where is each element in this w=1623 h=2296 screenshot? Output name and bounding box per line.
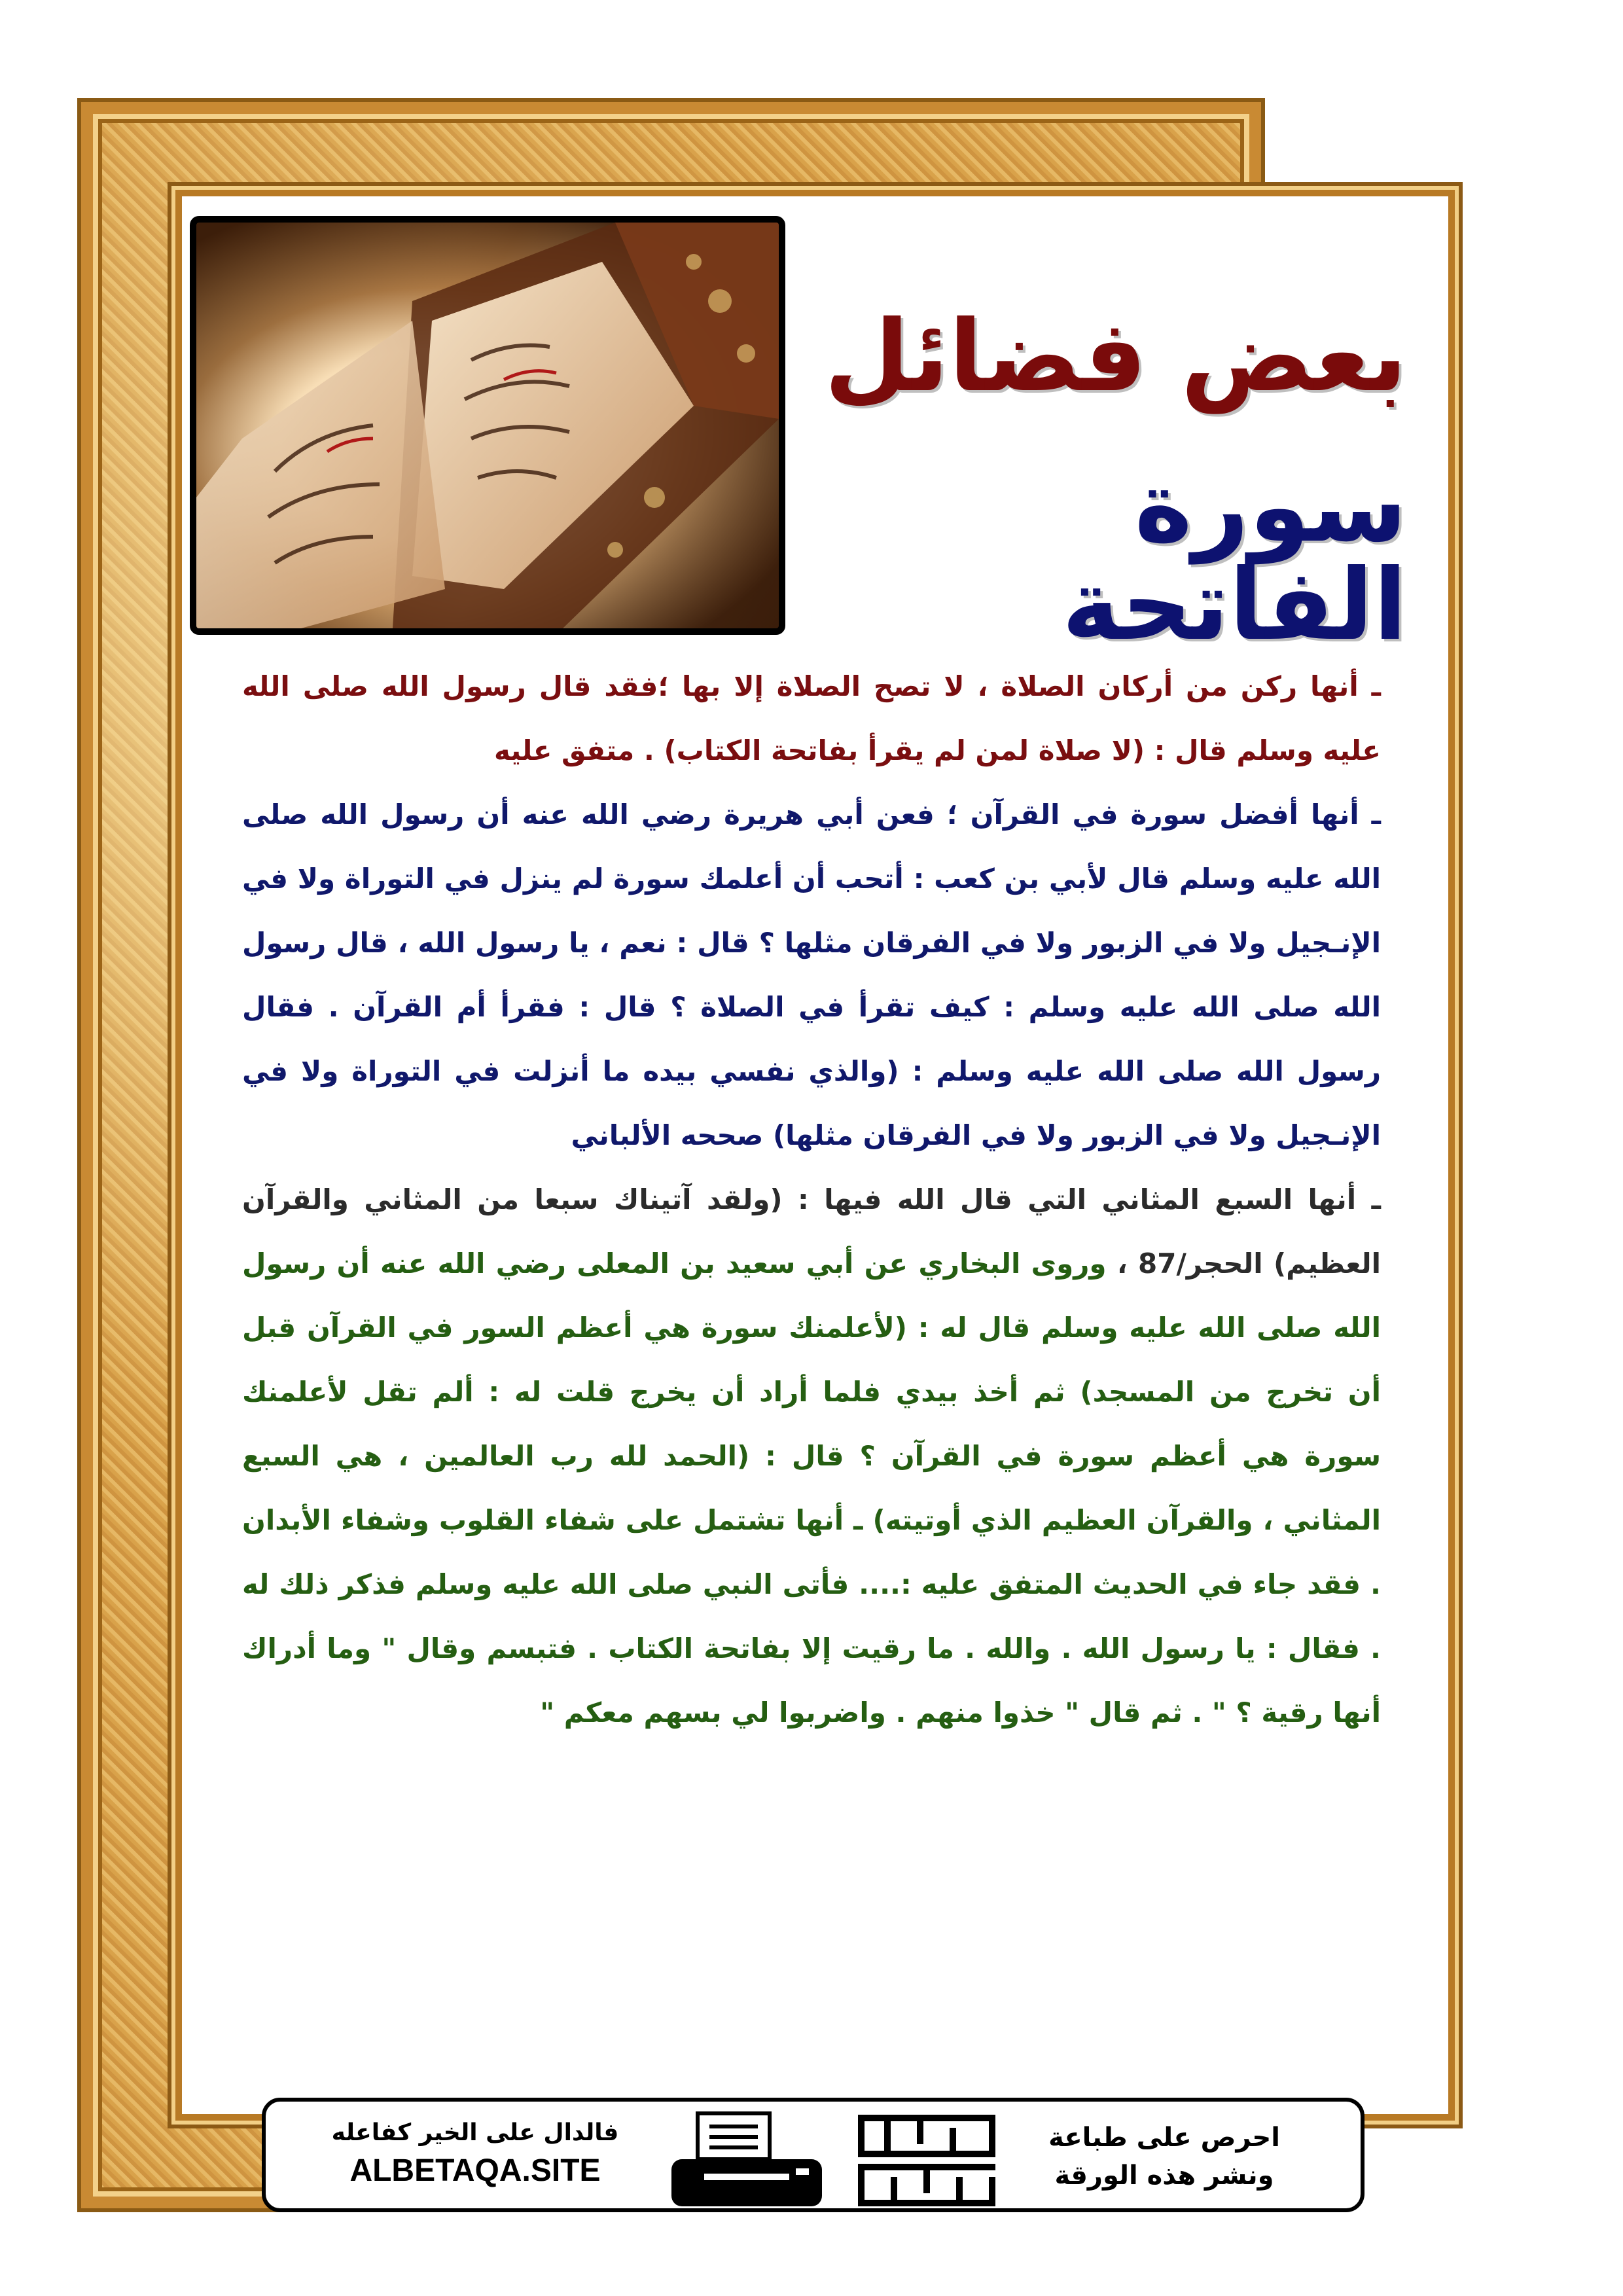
paragraph-2: ـ أنها أفضل سورة في القرآن ؛ فعن أبي هريرة رضي الله عنه أن رسول الله صلى الله عليه وسلم قال لأبي بن كعب : أتحب أن أعلمك سورة لم ينزل في التوراة ولا في الإنـجيل ولا في الزبور ولا في الفرقان مثلها ؟ قال : نعم ، يا رسول الله ، قال رسول الله صلى الله عليه وسلم : كيف تقرأ في الصلاة ؟ قال : فقرأ أم القرآن . فقال رسول الله صلى الله عليه وسلم : (والذي نفسي بيده ما أنزلت في التوراة ولا في الإنـجيل ولا في الزبور ولا في الفرقان مثلها) صححه الألباني xyxy=(242,798,1381,1151)
footer-proverb: فالدال على الخير كفاعله xyxy=(331,2119,619,2146)
paragraph-1: ـ أنها ركن من أركان الصلاة ، لا تصح الصلاة إلا بها ؛فقد قال رسول الله صلى الله عليه وسلم قال : (لا صلاة لمن لم يقرأ بفاتحة الكتاب) . متفق عليه xyxy=(242,670,1381,766)
printer-icon xyxy=(665,2108,829,2213)
footer-print-line-1: احرص على طباعة xyxy=(1048,2123,1280,2153)
footer-bar xyxy=(262,2098,1364,2212)
footer-print-line-2: ونشر هذه الورقة xyxy=(1054,2161,1274,2191)
quran-photo xyxy=(190,216,785,635)
paragraph-3 xyxy=(242,1168,1381,1745)
dawa-logo-icon xyxy=(848,2105,1005,2213)
footer-website-block xyxy=(292,2115,658,2191)
paragraph-3-hadith: وروى البخاري عن أبي سعيد بن المعلى رضي الله عنه أن رسول الله صلى الله عليه وسلم قال له : (لأعلمنك سورة هي أعظم السور في القرآن قبل أن تخرج من المسجد) ثم أخذ بيدي فلما أراد أن يخرج قلت له : ألم تقل لأعلمنك سورة هي أعظم سورة في القرآن ؟ قال : (الحمد لله رب العالمين ، هي السبع المثاني ، والقرآن العظيم الذي أوتيته) ـ أنها تشتمل على شفاء القلوب وشفاء الأبدان . فقد جاء في الحديث المتفق عليه :.... فأتى النبي صلى الله عليه وسلم فذكر ذلك له . فقال : يا رسول الله . والله . ما رقيت إلا بفاتحة الكتاب . فتبسم وقال " وما أدراك أنها رقية ؟ " . ثم قال " خذوا منهم . واضربوا لي بسهم معكم " xyxy=(242,1247,1381,1729)
footer-print-note xyxy=(1007,2119,1321,2195)
paragraph-3-intro: ـ أنها السبع المثاني التي قال الله فيها : (ولقد آتيناك سبعا من المثاني والقرآن العظيم) الحجر/87 ، xyxy=(242,1183,1382,1280)
title-line-1: بعض فضائل xyxy=(824,300,1407,414)
quran-pages-illustration xyxy=(196,223,779,628)
footer-website-link[interactable]: ALBETAQA.SITE xyxy=(349,2153,601,2188)
article-body xyxy=(242,655,1381,1745)
title-line-2: سورة الفاتحة xyxy=(1061,450,1407,662)
